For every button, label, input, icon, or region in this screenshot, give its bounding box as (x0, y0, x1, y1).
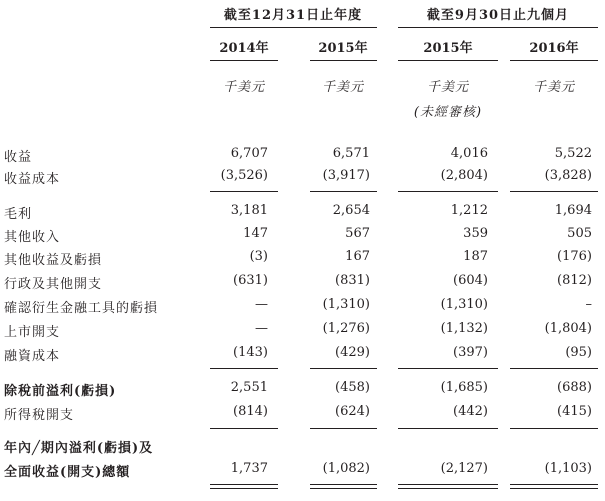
subtotal-rule-12 (510, 428, 598, 429)
cell-other-income-2014: 147 (243, 226, 268, 241)
cell-other-gains-2016-9m: (176) (557, 249, 592, 264)
row-label-other-income: 其他收入 (4, 230, 61, 245)
cell-listing-2016-9m: (1,804) (544, 321, 592, 336)
row-label-total-line2: 全面收益(開支)總額 (4, 465, 131, 480)
year-rule-4 (510, 60, 598, 61)
cell-admin-2016-9m: (812) (557, 273, 592, 288)
year-header-2016-interim: 2016年 (529, 41, 579, 56)
total-double-rule-1 (210, 484, 278, 489)
year-header-2015-interim: 2015年 (423, 41, 473, 56)
total-double-rule-4 (510, 484, 598, 489)
cell-pbt-2015: (458) (335, 380, 370, 395)
header-group-rule-2 (398, 27, 598, 28)
cell-listing-2015: (1,276) (322, 321, 370, 336)
subtotal-rule-1 (210, 191, 278, 192)
row-label-income-tax: 所得稅開支 (4, 408, 75, 423)
unit-label-3: 千美元 (426, 80, 469, 95)
total-double-rule-3 (398, 484, 498, 489)
cell-other-gains-2015: 167 (345, 249, 370, 264)
cell-other-gains-2015-9m: 187 (463, 249, 488, 264)
cell-listing-2014: — (255, 321, 268, 336)
subtotal-rule-4 (510, 191, 598, 192)
row-label-cost-of-revenue: 收益成本 (4, 172, 61, 187)
cell-gross-2015: 2,654 (332, 203, 370, 218)
subtotal-rule-10 (310, 428, 377, 429)
row-label-revenue: 收益 (4, 150, 33, 165)
cell-listing-2015-9m: (1,132) (440, 321, 488, 336)
cell-derivative-2016-9m: – (585, 297, 592, 312)
cell-total-2015: (1,082) (322, 461, 370, 476)
cell-other-income-2015: 567 (345, 226, 370, 241)
cell-tax-2014: (814) (233, 404, 268, 419)
row-label-total-line1: 年內╱期內溢利(虧損)及 (4, 441, 154, 456)
cell-pbt-2014: 2,551 (230, 380, 268, 395)
year-rule-2 (310, 60, 377, 61)
cell-tax-2016-9m: (415) (557, 404, 592, 419)
row-label-other-gains-losses: 其他收益及虧損 (4, 253, 103, 268)
subtotal-rule-5 (210, 368, 278, 369)
cell-derivative-2015-9m: (1,310) (440, 297, 488, 312)
cell-total-2015-9m: (2,127) (440, 461, 488, 476)
cell-gross-2014: 3,181 (230, 203, 268, 218)
cell-revenue-2014: 6,707 (230, 146, 268, 161)
cell-other-gains-2014: (3) (249, 249, 268, 264)
unit-label-2: 千美元 (321, 80, 364, 95)
cell-revenue-2015: 6,571 (332, 146, 370, 161)
cell-gross-2015-9m: 1,212 (450, 203, 488, 218)
year-rule-3 (398, 60, 498, 61)
cell-derivative-2014: — (255, 297, 268, 312)
year-header-2015-annual: 2015年 (318, 41, 368, 56)
cell-admin-2015-9m: (604) (453, 273, 488, 288)
cell-gross-2016-9m: 1,694 (554, 203, 592, 218)
subtotal-rule-8 (510, 368, 598, 369)
subtotal-rule-11 (398, 428, 498, 429)
cell-admin-2014: (631) (233, 273, 268, 288)
header-group-rule-1 (210, 27, 377, 28)
row-label-listing-expenses: 上市開支 (4, 325, 61, 340)
row-label-finance-costs: 融資成本 (4, 349, 61, 364)
subtotal-rule-6 (310, 368, 377, 369)
subtotal-rule-7 (398, 368, 498, 369)
total-double-rule-2 (310, 484, 377, 489)
cell-revenue-2015-9m: 4,016 (450, 146, 488, 161)
cell-finance-2016-9m: (95) (565, 345, 592, 360)
header-group-year-ended: 截至12月31日止年度 (223, 8, 363, 23)
cell-cost-2015: (3,917) (322, 168, 370, 183)
unit-label-1: 千美元 (222, 80, 265, 95)
unaudited-note: (未經審核) (413, 105, 483, 120)
row-label-derivative-loss: 確認衍生金融工具的虧損 (4, 301, 159, 316)
cell-admin-2015: (831) (335, 273, 370, 288)
row-label-admin-expenses: 行政及其他開支 (4, 277, 103, 292)
cell-other-income-2016-9m: 505 (567, 226, 592, 241)
year-header-2014: 2014年 (219, 41, 269, 56)
cell-cost-2015-9m: (2,804) (440, 168, 488, 183)
cell-total-2014: 1,737 (230, 461, 268, 476)
cell-tax-2015-9m: (442) (453, 404, 488, 419)
cell-total-2016-9m: (1,103) (544, 461, 592, 476)
cell-derivative-2015: (1,310) (322, 297, 370, 312)
cell-other-income-2015-9m: 359 (463, 226, 488, 241)
cell-revenue-2016-9m: 5,522 (554, 146, 592, 161)
cell-tax-2015: (624) (335, 404, 370, 419)
unit-label-4: 千美元 (532, 80, 575, 95)
subtotal-rule-2 (310, 191, 377, 192)
row-label-profit-before-tax: 除稅前溢利(虧損) (4, 384, 117, 399)
subtotal-rule-3 (398, 191, 498, 192)
cell-finance-2015-9m: (397) (453, 345, 488, 360)
subtotal-rule-9 (210, 428, 278, 429)
header-group-nine-months: 截至9月30日止九個月 (426, 8, 570, 23)
cell-pbt-2015-9m: (1,685) (440, 380, 488, 395)
cell-cost-2016-9m: (3,828) (544, 168, 592, 183)
row-label-gross-profit: 毛利 (4, 207, 33, 222)
year-rule-1 (210, 60, 278, 61)
cell-finance-2015: (429) (335, 345, 370, 360)
cell-finance-2014: (143) (233, 345, 268, 360)
cell-pbt-2016-9m: (688) (557, 380, 592, 395)
cell-cost-2014: (3,526) (220, 168, 268, 183)
